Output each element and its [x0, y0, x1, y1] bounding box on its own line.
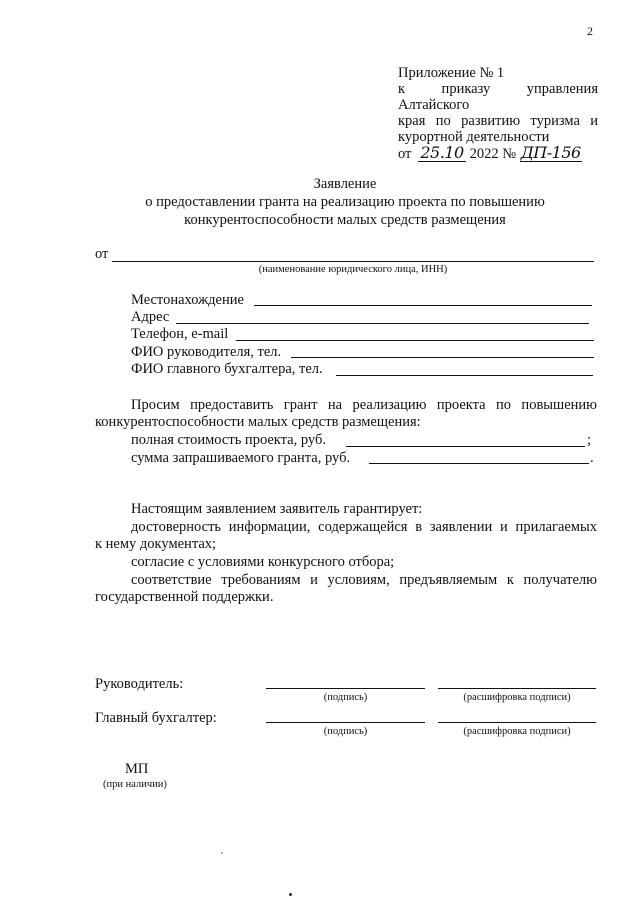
stamp-label: МП: [125, 761, 149, 777]
accountant-label: Главный бухгалтер:: [95, 710, 217, 726]
scan-speck: [221, 852, 223, 854]
accountant-decode-caption: (расшифровка подписи): [463, 726, 571, 737]
cost-label: полная стоимость проекта, руб.: [131, 432, 326, 448]
guarantee-item-3-line-1: соответствие требованиям и условиям, предъявляемым к получателю: [131, 572, 597, 588]
grant-label: сумма запрашиваемого гранта, руб.: [131, 450, 351, 466]
accountant-sign-line: [266, 722, 425, 723]
accountant-sign-caption: (подпись): [323, 726, 368, 737]
order-year: 2022 №: [469, 146, 517, 162]
from-blank: [112, 261, 594, 262]
handwritten-date: 25.10: [418, 145, 466, 162]
director-decode-caption: (расшифровка подписи): [463, 692, 571, 703]
appendix-line-1: к приказу управления Алтайского: [398, 81, 598, 113]
request-line-2: конкурентоспособности малых средств размещения:: [95, 414, 421, 430]
handwritten-number: ДП-156: [520, 143, 581, 162]
stamp-note: (при наличии): [103, 779, 167, 790]
document-heading: [95, 175, 595, 229]
field-address-label: Адрес: [131, 309, 170, 325]
heading-title: Заявление: [313, 176, 377, 192]
cost-end: ;: [587, 432, 592, 448]
appendix-line-2: края по развитию туризма и: [398, 113, 598, 129]
appendix-line-3: курортной деятельности: [398, 129, 550, 145]
field-director-blank: [291, 357, 594, 358]
guarantee-item-1-line-2: к нему документах;: [95, 536, 217, 552]
heading-line-2: конкурентоспособности малых средств размещения: [184, 212, 506, 228]
director-label: Руководитель:: [95, 676, 184, 692]
grant-end: .: [590, 450, 594, 466]
heading-line-1: о предоставлении гранта на реализацию проекта по повышению: [145, 194, 545, 210]
field-phone-label: Телефон, e-mail: [131, 326, 229, 342]
field-director-label: ФИО руководителя, тел.: [131, 344, 282, 360]
guarantee-item-2: согласие с условиями конкурсного отбора;: [131, 554, 395, 570]
field-accountant-label: ФИО главного бухгалтера, тел.: [131, 361, 323, 377]
from-label: от: [95, 246, 109, 262]
appendix-block: [398, 65, 598, 162]
field-location-blank: [254, 305, 592, 306]
director-sign-caption: (подпись): [323, 692, 368, 703]
field-accountant-blank: [336, 375, 593, 376]
scan-speck: [289, 893, 292, 896]
page-number: 2: [587, 24, 593, 38]
grant-blank: [369, 463, 589, 464]
accountant-decode-line: [438, 722, 596, 723]
field-address-blank: [176, 323, 589, 324]
field-location-label: Местонахождение: [131, 292, 244, 308]
date-prefix: от: [398, 146, 412, 162]
appendix-date-line: [398, 145, 598, 162]
guarantee-item-3-line-2: государственной поддержки.: [95, 589, 274, 605]
director-sign-line: [266, 688, 425, 689]
guarantee-intro: Настоящим заявлением заявитель гарантирует:: [131, 501, 423, 517]
request-line-1: Просим предоставить грант на реализацию проекта по повышению: [131, 397, 597, 413]
director-decode-line: [438, 688, 596, 689]
appendix-title: Приложение № 1: [398, 65, 505, 81]
field-phone-blank: [236, 340, 594, 341]
guarantee-item-1-line-1: достоверность информации, содержащейся в заявлении и прилагаемых: [131, 519, 597, 535]
cost-blank: [346, 446, 585, 447]
from-caption: (наименование юридического лица, ИНН): [258, 264, 448, 275]
